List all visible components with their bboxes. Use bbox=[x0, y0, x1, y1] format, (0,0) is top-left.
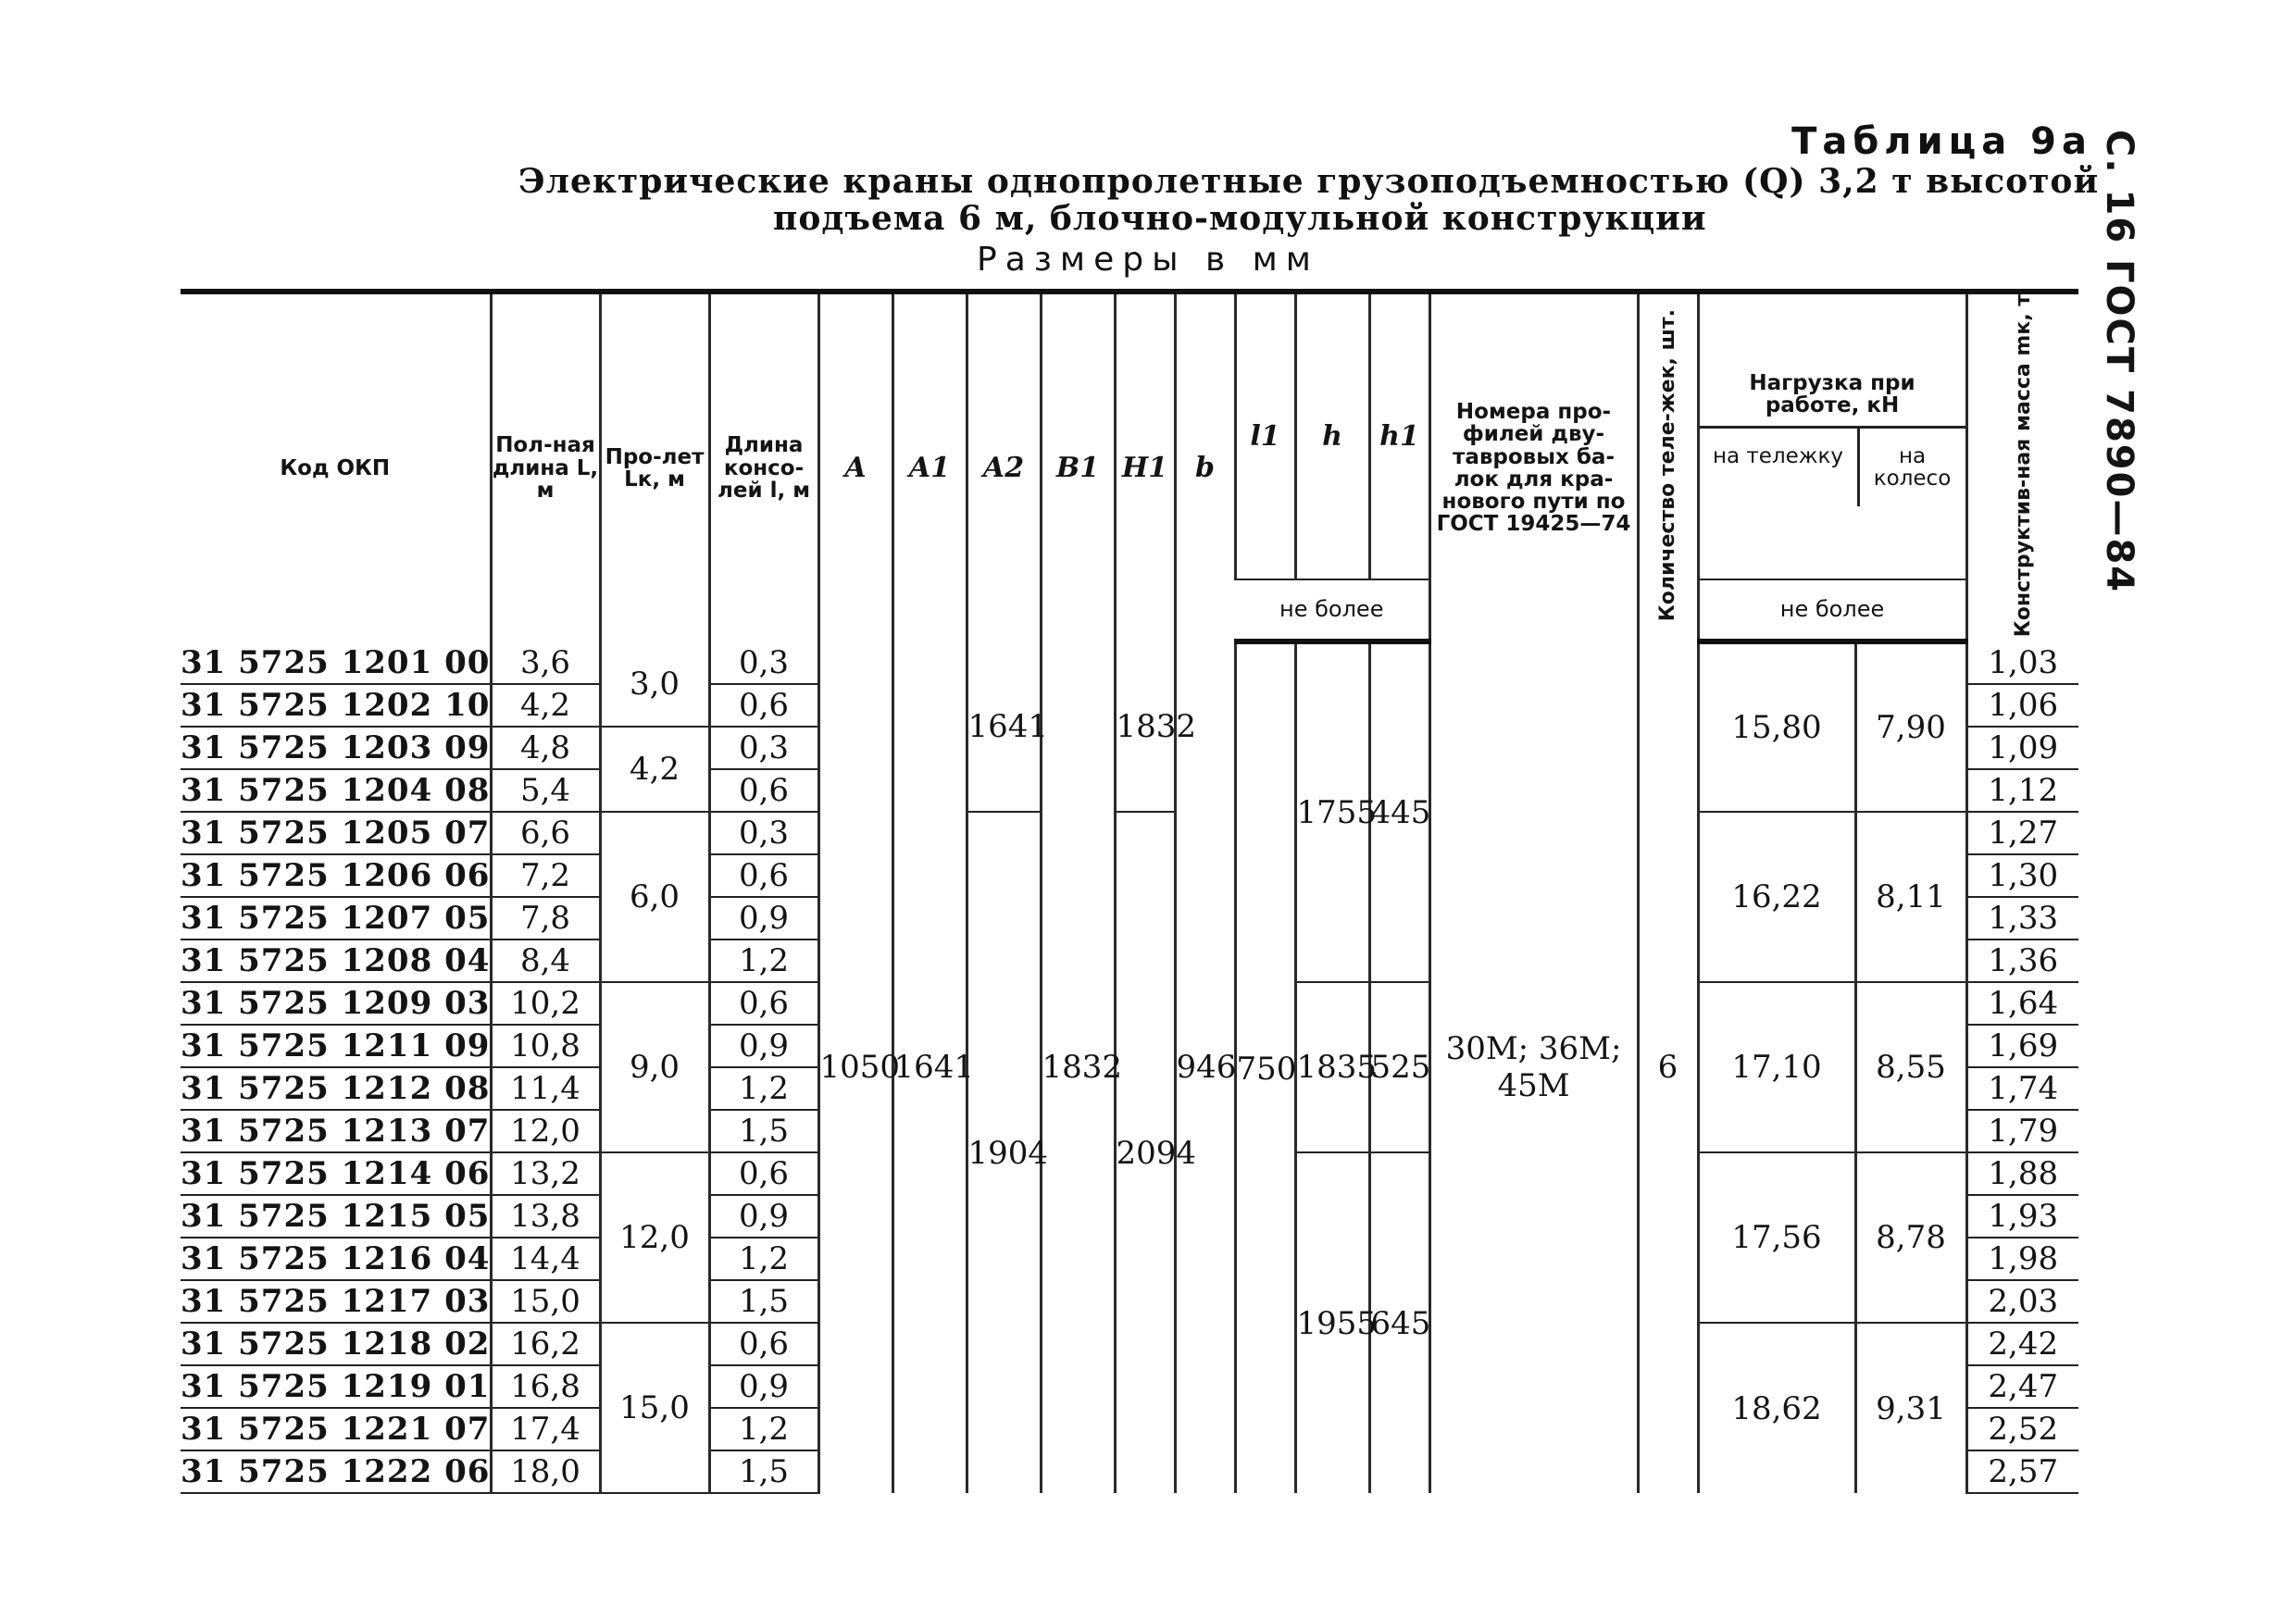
table-title-line-2: подъема 6 м, блочно-модульной конструкции bbox=[773, 199, 1707, 238]
length-cell: 10,8 bbox=[491, 1025, 600, 1067]
header-code: Код ОКП bbox=[181, 292, 491, 641]
header-not-more: не более bbox=[1235, 579, 1429, 641]
header-not-more-2: не более bbox=[1698, 579, 1966, 641]
length-cell: 8,4 bbox=[491, 940, 600, 982]
cantilever-cell: 0,9 bbox=[709, 1025, 818, 1067]
span-cell: 15,0 bbox=[600, 1323, 709, 1493]
mass-cell: 1,79 bbox=[1966, 1110, 2078, 1152]
profiles-cell: 30М; 36М; 45М bbox=[1429, 641, 1638, 1493]
mass-cell: 2,47 bbox=[1966, 1365, 2078, 1408]
length-cell: 11,4 bbox=[491, 1067, 600, 1110]
mass-cell: 1,03 bbox=[1966, 641, 2078, 684]
load-trolley-cell: 18,62 bbox=[1698, 1323, 1855, 1493]
mass-cell: 1,33 bbox=[1966, 897, 2078, 940]
header-l1: l1 bbox=[1235, 292, 1295, 579]
load-trolley-cell: 17,56 bbox=[1698, 1152, 1855, 1323]
cantilever-cell: 0,9 bbox=[709, 1365, 818, 1408]
cantilever-cell: 0,6 bbox=[709, 684, 818, 727]
units-caption: Размеры в мм bbox=[977, 241, 1319, 279]
header-load-group bbox=[1698, 292, 1966, 579]
header-mass-text: Конструктив-ная масса mк, т bbox=[2011, 294, 2035, 638]
header-mass bbox=[1966, 292, 2078, 641]
mass-cell: 1,36 bbox=[1966, 940, 2078, 982]
mass-cell: 2,03 bbox=[1966, 1280, 2078, 1323]
okp-code-cell: 31 5725 1208 04 bbox=[181, 940, 491, 982]
length-cell: 12,0 bbox=[491, 1110, 600, 1152]
load-trolley-cell: 17,10 bbox=[1698, 982, 1855, 1152]
header-A2: A2 bbox=[967, 292, 1041, 641]
okp-code-cell: 31 5725 1212 08 bbox=[181, 1067, 491, 1110]
cantilever-cell: 0,6 bbox=[709, 1152, 818, 1195]
okp-code-cell: 31 5725 1217 03 bbox=[181, 1280, 491, 1323]
length-cell: 15,0 bbox=[491, 1280, 600, 1323]
okp-code-cell: 31 5725 1204 08 bbox=[181, 769, 491, 812]
h-cell: 1835 bbox=[1295, 982, 1369, 1152]
mass-cell: 1,69 bbox=[1966, 1025, 2078, 1067]
span-cell: 9,0 bbox=[600, 982, 709, 1152]
okp-code-cell: 31 5725 1201 00 bbox=[181, 641, 491, 684]
header-length: Пол-ная длина L, м bbox=[491, 292, 600, 641]
okp-code-cell: 31 5725 1218 02 bbox=[181, 1323, 491, 1365]
header-A: A bbox=[818, 292, 892, 641]
page-side-label: С. 16 ГОСТ 7890—84 bbox=[2098, 130, 2140, 594]
length-cell: 17,4 bbox=[491, 1408, 600, 1450]
load-trolley-cell: 15,80 bbox=[1698, 641, 1855, 812]
okp-code-cell: 31 5725 1213 07 bbox=[181, 1110, 491, 1152]
cantilever-cell: 1,2 bbox=[709, 1067, 818, 1110]
length-cell: 7,8 bbox=[491, 897, 600, 940]
length-cell: 6,6 bbox=[491, 812, 600, 854]
length-cell: 5,4 bbox=[491, 769, 600, 812]
table-row bbox=[181, 641, 2078, 684]
okp-code-cell: 31 5725 1205 07 bbox=[181, 812, 491, 854]
length-cell: 13,2 bbox=[491, 1152, 600, 1195]
mass-cell: 1,12 bbox=[1966, 769, 2078, 812]
header-h1: h1 bbox=[1369, 292, 1429, 579]
load-trolley-cell: 16,22 bbox=[1698, 812, 1855, 982]
mass-cell: 1,30 bbox=[1966, 854, 2078, 897]
H1-cell: 1832 bbox=[1115, 641, 1175, 812]
cantilever-cell: 0,6 bbox=[709, 982, 818, 1025]
okp-code-cell: 31 5725 1216 04 bbox=[181, 1238, 491, 1280]
B1-cell: 1832 bbox=[1041, 641, 1115, 1493]
crane-dimensions-table bbox=[181, 289, 2078, 1494]
cantilever-cell: 1,5 bbox=[709, 1280, 818, 1323]
b-cell: 946 bbox=[1175, 641, 1235, 1493]
load-wheel-cell: 9,31 bbox=[1855, 1323, 1966, 1493]
cantilever-cell: 0,6 bbox=[709, 769, 818, 812]
cantilever-cell: 0,9 bbox=[709, 1195, 818, 1238]
mass-cell: 1,64 bbox=[1966, 982, 2078, 1025]
length-cell: 10,2 bbox=[491, 982, 600, 1025]
okp-code-cell: 31 5725 1202 10 bbox=[181, 684, 491, 727]
length-cell: 16,8 bbox=[491, 1365, 600, 1408]
cantilever-cell: 0,9 bbox=[709, 897, 818, 940]
cantilever-cell: 1,5 bbox=[709, 1450, 818, 1493]
length-cell: 4,8 bbox=[491, 727, 600, 769]
A-cell: 1050 bbox=[818, 641, 892, 1493]
mass-cell: 1,27 bbox=[1966, 812, 2078, 854]
header-trolleys-text: Количество теле-жек, шт. bbox=[1655, 309, 1679, 622]
length-cell: 4,2 bbox=[491, 684, 600, 727]
okp-code-cell: 31 5725 1209 03 bbox=[181, 982, 491, 1025]
header-trolleys bbox=[1638, 292, 1698, 641]
okp-code-cell: 31 5725 1215 05 bbox=[181, 1195, 491, 1238]
cantilever-cell: 1,2 bbox=[709, 940, 818, 982]
span-cell: 6,0 bbox=[600, 812, 709, 982]
header-load-trolley: на тележку bbox=[1700, 429, 1860, 506]
header-B1: B1 bbox=[1041, 292, 1115, 641]
length-cell: 14,4 bbox=[491, 1238, 600, 1280]
A1-cell: 1641 bbox=[892, 641, 967, 1493]
okp-code-cell: 31 5725 1211 09 bbox=[181, 1025, 491, 1067]
length-cell: 18,0 bbox=[491, 1450, 600, 1493]
cantilever-cell: 1,2 bbox=[709, 1408, 818, 1450]
load-wheel-cell: 7,90 bbox=[1855, 641, 1966, 812]
H1-cell: 2094 bbox=[1115, 812, 1175, 1493]
okp-code-cell: 31 5725 1222 06 bbox=[181, 1450, 491, 1493]
h-cell: 1755 bbox=[1295, 641, 1369, 982]
length-cell: 7,2 bbox=[491, 854, 600, 897]
load-wheel-cell: 8,11 bbox=[1855, 812, 1966, 982]
table-row bbox=[181, 812, 2078, 854]
mass-cell: 1,98 bbox=[1966, 1238, 2078, 1280]
header-profiles: Номера про-филей дву-тавровых ба-лок для кра-нового пути по ГОСТ 19425—74 bbox=[1429, 292, 1638, 641]
okp-code-cell: 31 5725 1214 06 bbox=[181, 1152, 491, 1195]
A2-cell: 1641 bbox=[967, 641, 1041, 812]
table-label: Таблица 9а bbox=[1791, 120, 2092, 163]
mass-cell: 2,57 bbox=[1966, 1450, 2078, 1493]
okp-code-cell: 31 5725 1206 06 bbox=[181, 854, 491, 897]
okp-code-cell: 31 5725 1207 05 bbox=[181, 897, 491, 940]
header-H1: H1 bbox=[1115, 292, 1175, 641]
header-cantilever: Длина консо-лей l, м bbox=[709, 292, 818, 641]
mass-cell: 2,42 bbox=[1966, 1323, 2078, 1365]
mass-cell: 1,06 bbox=[1966, 684, 2078, 727]
length-cell: 16,2 bbox=[491, 1323, 600, 1365]
mass-cell: 1,93 bbox=[1966, 1195, 2078, 1238]
header-A1: A1 bbox=[892, 292, 967, 641]
okp-code-cell: 31 5725 1203 09 bbox=[181, 727, 491, 769]
cantilever-cell: 0,6 bbox=[709, 854, 818, 897]
header-load-group-text: Нагрузка при работе, кН bbox=[1700, 367, 1965, 429]
header-span: Про-лет Lк, м bbox=[600, 292, 709, 641]
load-wheel-cell: 8,55 bbox=[1855, 982, 1966, 1152]
header-h: h bbox=[1295, 292, 1369, 579]
load-wheel-cell: 8,78 bbox=[1855, 1152, 1966, 1323]
length-cell: 13,8 bbox=[491, 1195, 600, 1238]
span-cell: 3,0 bbox=[600, 641, 709, 727]
cantilever-cell: 0,3 bbox=[709, 812, 818, 854]
cantilever-cell: 0,3 bbox=[709, 641, 818, 684]
header-b: b bbox=[1175, 292, 1235, 641]
mass-cell: 2,52 bbox=[1966, 1408, 2078, 1450]
cantilever-cell: 1,2 bbox=[709, 1238, 818, 1280]
cantilever-cell: 0,3 bbox=[709, 727, 818, 769]
cantilever-cell: 0,6 bbox=[709, 1323, 818, 1365]
l1-cell: 750 bbox=[1235, 641, 1295, 1493]
h1-cell: 525 bbox=[1369, 982, 1429, 1152]
h-cell: 1955 bbox=[1295, 1152, 1369, 1493]
table-body bbox=[181, 641, 2078, 1493]
A2-cell: 1904 bbox=[967, 812, 1041, 1493]
mass-cell: 1,74 bbox=[1966, 1067, 2078, 1110]
okp-code-cell: 31 5725 1219 01 bbox=[181, 1365, 491, 1408]
mass-cell: 1,09 bbox=[1966, 727, 2078, 769]
mass-cell: 1,88 bbox=[1966, 1152, 2078, 1195]
span-cell: 4,2 bbox=[600, 727, 709, 812]
trolleys-count-cell: 6 bbox=[1638, 641, 1698, 1493]
h1-cell: 645 bbox=[1369, 1152, 1429, 1493]
table-title-line-1: Электрические краны однопролетные грузоподъемностью (Q) 3,2 т высотой bbox=[518, 162, 2100, 201]
span-cell: 12,0 bbox=[600, 1152, 709, 1323]
header-load-wheel: на колесо bbox=[1873, 444, 1952, 492]
okp-code-cell: 31 5725 1221 07 bbox=[181, 1408, 491, 1450]
h1-cell: 445 bbox=[1369, 641, 1429, 982]
length-cell: 3,6 bbox=[491, 641, 600, 684]
cantilever-cell: 1,5 bbox=[709, 1110, 818, 1152]
